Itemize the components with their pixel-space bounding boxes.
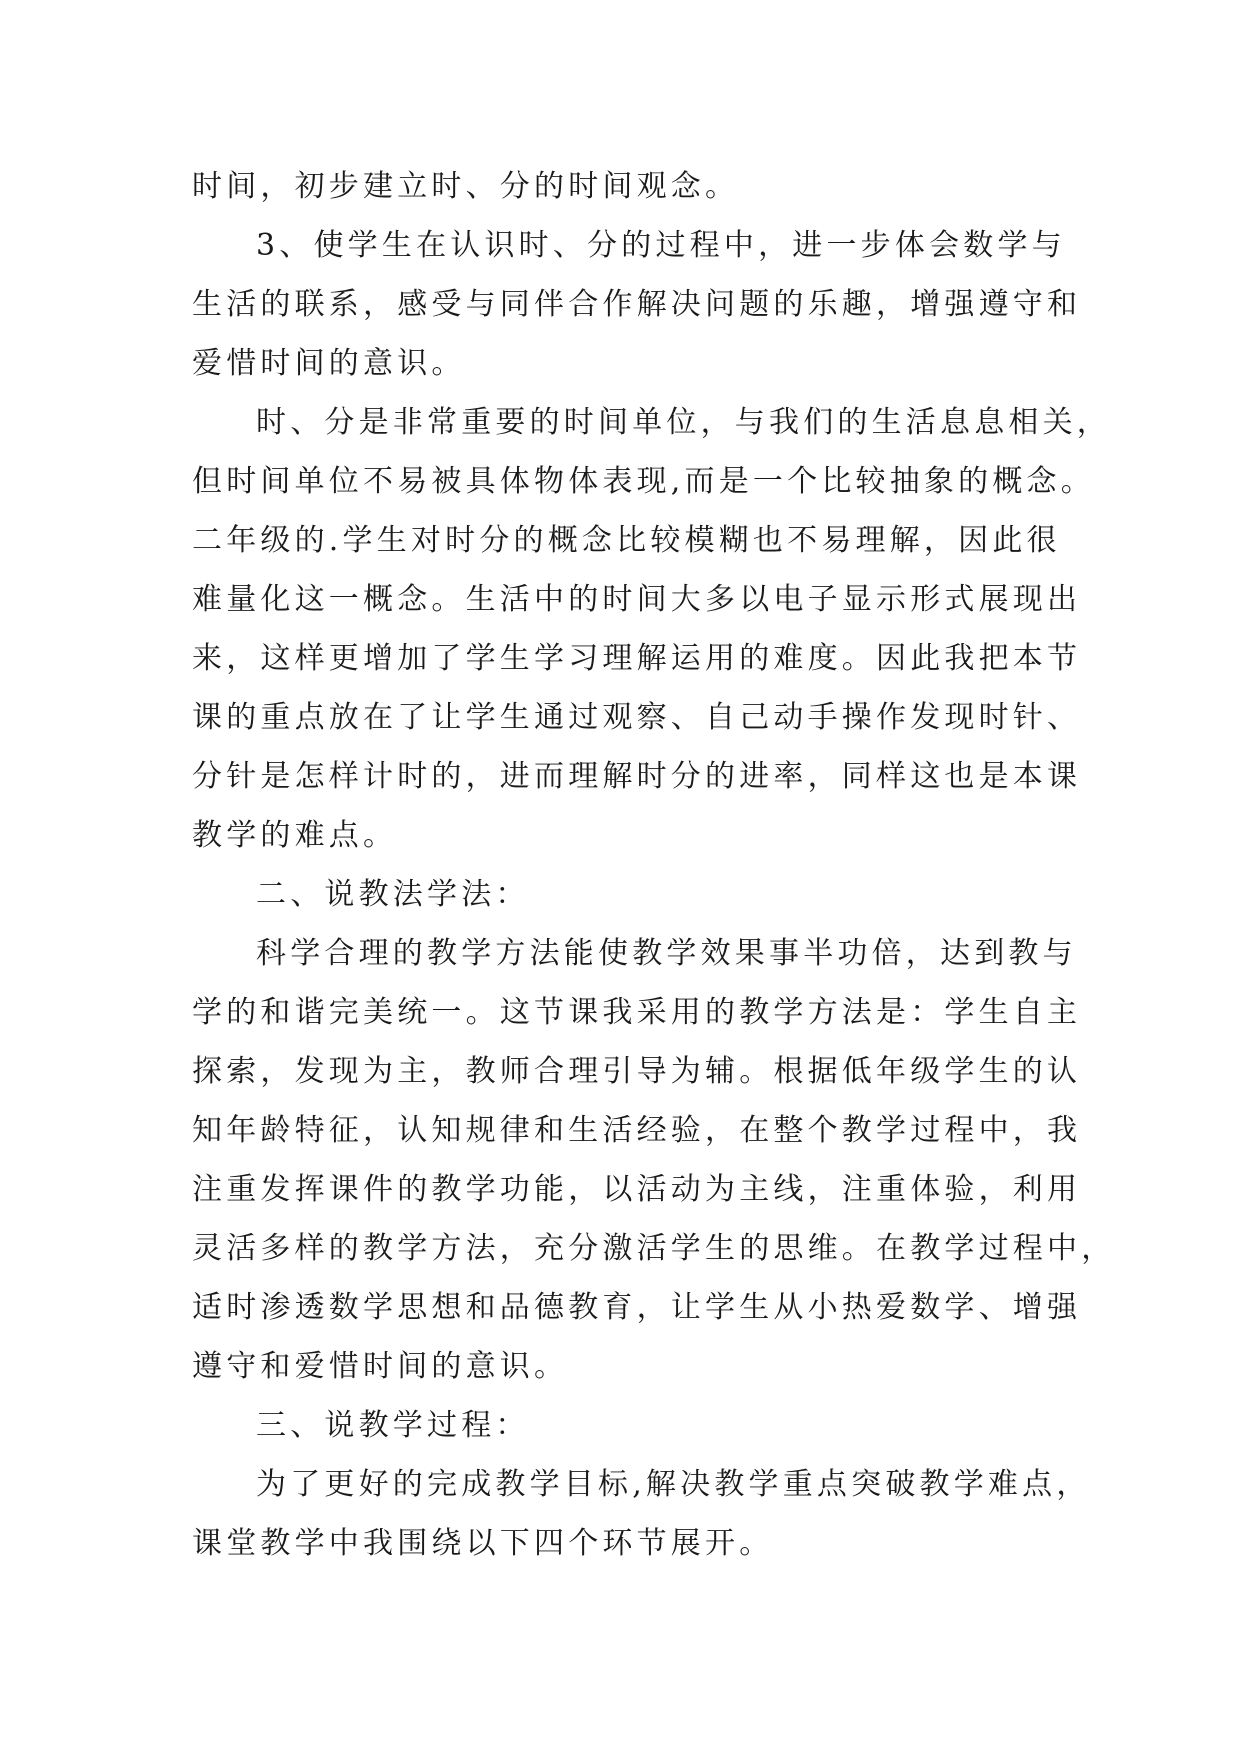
text-line: 时间，初步建立时、分的时间观念。 [192,169,740,204]
text-line: 二年级的.学生对时分的概念比较模糊也不易理解，因此很 [192,523,1061,558]
section-heading: 三、说教学过程： [256,1408,530,1443]
text-line: 但时间单位不易被具体物体表现,而是一个比较抽象的概念。 [192,464,1095,499]
text-line: 难量化这一概念。生活中的时间大多以电子显示形式展现出 [192,582,1082,617]
text-line: 灵活多样的教学方法，充分激活学生的思维。在教学过程中， [192,1231,1116,1266]
text-line: 科学合理的教学方法能使教学效果事半功倍，达到教与 [256,936,1077,971]
text-line: 生活的联系，感受与同伴合作解决问题的乐趣，增强遵守和 [192,287,1082,322]
text-line: 时、分是非常重要的时间单位，与我们的生活息息相关， [256,405,1111,440]
text-line: 课堂教学中我围绕以下四个环节展开。 [192,1526,774,1561]
text-line: 分针是怎样计时的，进而理解时分的进率，同样这也是本课 [192,759,1082,794]
text-line: 教学的难点。 [192,818,398,853]
document-body [192,157,1116,1573]
text-line: 3、使学生在认识时、分的过程中，进一步体会数学与 [256,228,1066,263]
text-line: 为了更好的完成教学目标,解决教学重点突破教学难点， [256,1467,1091,1502]
text-line: 学的和谐完美统一。这节课我采用的教学方法是：学生自主 [192,995,1082,1030]
text-line: 适时渗透数学思想和品德教育，让学生从小热爱数学、增强 [192,1290,1082,1325]
text-line: 课的重点放在了让学生通过观察、自己动手操作发现时针、 [192,700,1082,735]
text-line: 遵守和爱惜时间的意识。 [192,1349,569,1384]
text-line: 知年龄特征，认知规律和生活经验，在整个教学过程中，我 [192,1113,1082,1148]
text-line: 探索，发现为主，教师合理引导为辅。根据低年级学生的认 [192,1054,1082,1089]
text-line: 注重发挥课件的教学功能，以活动为主线，注重体验，利用 [192,1172,1082,1207]
text-line: 来，这样更增加了学生学习理解运用的难度。因此我把本节 [192,641,1082,676]
text-line: 爱惜时间的意识。 [192,346,466,381]
section-heading: 二、说教法学法： [256,877,530,912]
